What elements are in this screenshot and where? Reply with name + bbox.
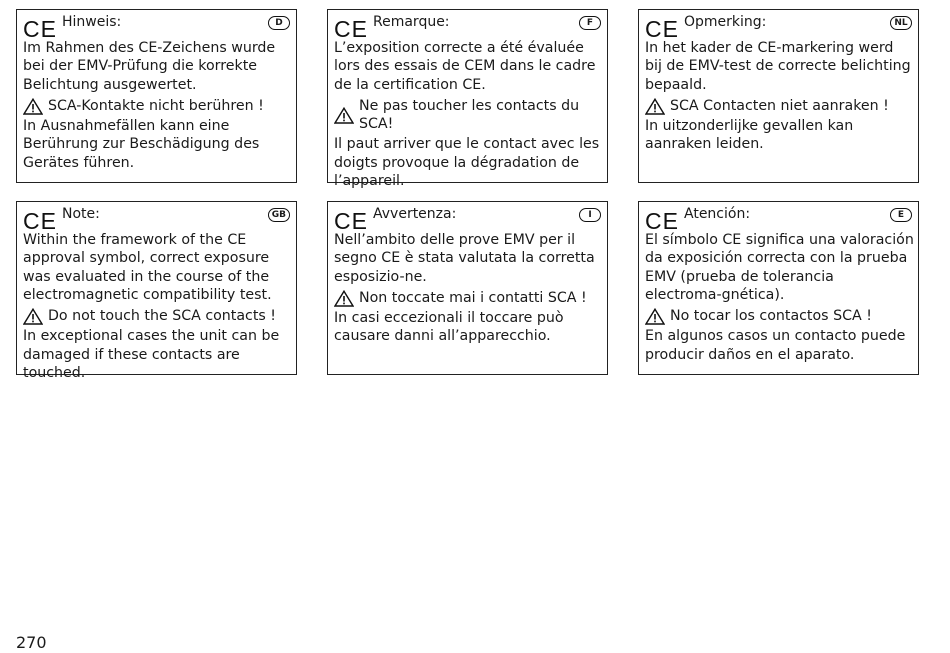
notice-paragraph: Il paut arriver que le contact avec les doigts provoque la dégradation de l’appareil. [334,136,600,190]
notice-title: Hinweis: [62,14,122,30]
notice-box-es [638,201,919,375]
warning-line [334,97,603,134]
language-badge: GB [268,208,290,222]
notice-content [645,231,914,364]
notice-title: Avvertenza: [373,206,457,222]
ce-mark-icon: CE [334,16,368,42]
notice-paragraph: L’exposition correcte a été évaluée lors des essais de CEM dans le cadre de la certification CE. [334,40,596,93]
notice-title: Note: [62,206,100,222]
notice-box-fr [327,9,608,190]
warning-triangle-icon [334,290,354,307]
warning-line [23,97,292,115]
warning-triangle-icon [334,107,354,124]
notice-box-de [16,9,297,183]
notice-content [23,39,292,172]
warning-line [334,289,603,307]
language-badge: I [579,208,601,222]
ce-mark-icon: CE [645,16,679,42]
notice-paragraph: In uitzonderlijke gevallen kan aanraken leiden. [645,118,854,153]
page-number: 270 [16,633,47,652]
notice-box-gb [16,201,297,382]
notice-paragraph: Within the framework of the CE approval symbol, correct exposure was evaluated in the course of the electromagnetic compatibility test. [23,232,272,303]
warning-triangle-icon [23,98,43,115]
warning-text: Ne pas toucher les contacts du SCA! [359,97,580,133]
notice-title: Remarque: [373,14,450,30]
warning-line [645,307,914,325]
warning-triangle-icon [645,98,665,115]
notice-paragraph: Nell’ambito delle prove EMV per il segno CE è stata valutata la corretta esposizio-ne. [334,232,595,285]
language-badge: E [890,208,912,222]
ce-mark-icon: CE [23,208,57,234]
warning-text: SCA-Kontakte nicht berühren ! [48,97,264,114]
notice-paragraph: In het kader de CE-markering werd bij de EMV-test de correcte belichting bepaald. [645,40,911,93]
ce-mark-icon: CE [334,208,368,234]
warning-line [23,307,292,325]
notice-paragraph: El símbolo CE significa una valoración da exposición correcta con la prueba EMV (prueba de tolerancia electroma-gnética). [645,232,914,303]
notice-content [645,39,914,154]
language-badge: NL [890,16,912,30]
notice-content [334,231,603,346]
warning-text: SCA Contacten niet aanraken ! [670,97,889,114]
warning-triangle-icon [645,308,665,325]
language-badge: D [268,16,290,30]
notice-title: Atención: [684,206,751,222]
notice-paragraph: In exceptional cases the unit can be damaged if these contacts are touched. [23,328,280,382]
warning-triangle-icon [23,308,43,325]
notice-paragraph: In casi eccezionali il toccare può causare danni all’apparecchio. [334,310,564,345]
warning-text: Do not touch the SCA contacts ! [48,308,276,325]
notice-title: Opmerking: [684,14,767,30]
notice-paragraph: En algunos casos un contacto puede producir daños en el aparato. [645,328,906,363]
warning-line [645,97,914,115]
warning-text: No tocar los contactos SCA ! [670,308,872,325]
notice-box-it [327,201,608,375]
notice-box-nl [638,9,919,183]
notice-paragraph: Im Rahmen des CE-Zeichens wurde bei der EMV-Prüfung die korrekte Belichtung ausgewertet. [23,40,276,93]
notice-paragraph: In Ausnahmefällen kann eine Berührung zur Beschädigung des Gerätes führen. [23,118,260,171]
warning-text: Non toccate mai i contatti SCA ! [359,289,587,306]
ce-mark-icon: CE [23,16,57,42]
notice-content [334,39,603,190]
ce-mark-icon: CE [645,208,679,234]
notice-content [23,231,292,382]
language-badge: F [579,16,601,30]
